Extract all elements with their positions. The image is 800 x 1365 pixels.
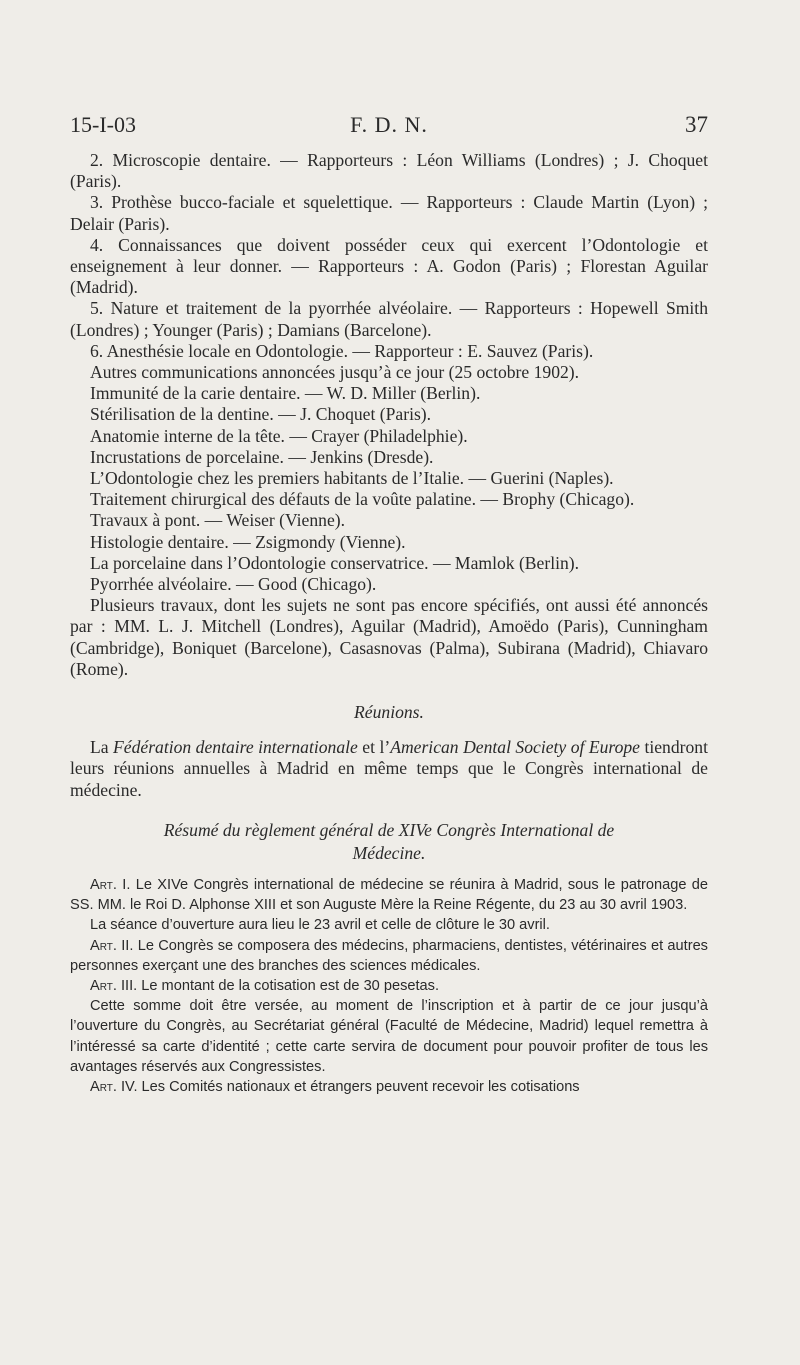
article-body [70, 150, 708, 1097]
report-item: 4. Connaissances que doivent posséder ceux qui exercent l’Odontologie et enseignement à leur donner. — Rapporteurs : A. Godon (Paris) ; Florestan Aguilar (Madrid). [70, 234, 708, 298]
article-text: Cette somme doit être versée, au moment de l’inscription et à partir de ce jour jusqu’à l’ouverture du Congrès, au Secrétariat général (Faculté de Médecine, Madrid) lequel remettra à l’intéressé sa carte d’identité ; cette carte servira de document pour pouvoir profiter de tous les avantages réservés aux Congressistes. [70, 998, 708, 1075]
report-item: 5. Nature et traitement de la pyorrhée alvéolaire. — Rapporteurs : Hopewell Smith (Londres) ; Younger (Paris) ; Damians (Barcelone). [70, 298, 708, 340]
reunions-text-suffix: tiendront leurs réunions annuelles à Madrid en même temps que le Congrès international de médecine. [70, 737, 708, 800]
report-item: 2. Microscopie dentaire. — Rapporteurs : Léon Williams (Londres) ; J. Choquet (Paris). [70, 150, 708, 192]
article-label: Art. IV. [90, 1078, 138, 1095]
ads-name: American Dental Society of Europe [390, 737, 640, 758]
article-label: Art. III. [90, 977, 138, 994]
reunions-text-mid: et l’ [357, 737, 391, 758]
article-paragraph [70, 915, 708, 935]
article-paragraph [70, 936, 708, 976]
reglement-heading-line2: Médecine. [352, 842, 426, 863]
reglement-heading [70, 819, 708, 865]
communication-item: Travaux à pont. — Weiser (Vienne). [90, 510, 346, 531]
communications-intro: Autres communications annoncées jusqu’à ce jour (25 octobre 1902). [90, 362, 580, 383]
article-text: Le Congrès se composera des médecins, pharmaciens, dentistes, vétérinaires et autres personnes exerçant une des branches des sciences médicales. [70, 937, 708, 974]
report-item: 3. Prothèse bucco-faciale et squelettique. — Rapporteurs : Claude Martin (Lyon) ; Delair (Paris). [70, 192, 708, 234]
article-paragraph [70, 1077, 708, 1097]
reunions-heading: Réunions. [354, 702, 424, 723]
communication-item: Stérilisation de la dentine. — J. Choquet (Paris). [90, 404, 432, 425]
article-text: Le XIVe Congrès international de médecine se réunira à Madrid, sous le patronage de SS. MM. le Roi D. Alphonse XIII et son Auguste Mère la Reine Régente, du 23 au 30 avril 1903. [70, 876, 709, 914]
issue-date: 15-I-03 [70, 112, 136, 137]
page-number: 37 [685, 112, 708, 137]
communication-item: Incrustations de porcelaine. — Jenkins (Dresde). [90, 446, 434, 467]
communication-item: Immunité de la carie dentaire. — W. D. Miller (Berlin). [90, 383, 481, 404]
page-header [70, 112, 708, 146]
article-paragraph [70, 996, 708, 1077]
article-text: Le montant de la cotisation est de 30 pesetas. [137, 977, 440, 994]
article-text: Les Comités nationaux et étrangers peuvent recevoir les cotisations [137, 1078, 580, 1095]
article-paragraph [70, 875, 708, 915]
communication-item: Traitement chirurgical des défauts de la voûte palatine. — Brophy (Chicago). [90, 489, 635, 510]
reglement-articles [70, 875, 708, 1097]
communication-item: Plusieurs travaux, dont les sujets ne sont pas encore spécifiés, ont aussi été annoncés par : MM. L. J. Mitchell (Londres), Aguilar (Madrid), Amoëdo (Paris), Cunningham (Cambridge), Boniquet (Barcelone), Casasnovas (Palma), Subirana (Madrid), Chiavaro (Rome). [70, 595, 708, 679]
reunions-paragraph [70, 737, 708, 801]
communication-item: L’Odontologie chez les premiers habitants de l’Italie. — Guerini (Naples). [90, 468, 614, 489]
article-label: Art. II. [90, 937, 134, 954]
journal-abbrev: F. D. N. [350, 112, 428, 137]
article-paragraph [70, 976, 708, 996]
communication-item: Histologie dentaire. — Zsigmondy (Vienne). [90, 531, 406, 552]
article-label: Art. I. [90, 876, 131, 893]
reglement-heading-line1: Résumé du règlement général de XIVe Congrès International de [163, 819, 615, 840]
communication-item: Anatomie interne de la tête. — Crayer (Philadelphie). [90, 425, 468, 446]
communication-item: La porcelaine dans l’Odontologie conservatrice. — Mamlok (Berlin). [90, 552, 580, 573]
report-item: 6. Anesthésie locale en Odontologie. — Rapporteur : E. Sauvez (Paris). [90, 340, 594, 361]
article-text: La séance d’ouverture aura lieu le 23 avril et celle de clôture le 30 avril. [90, 917, 550, 934]
communication-item: Pyorrhée alvéolaire. — Good (Chicago). [90, 574, 377, 595]
reunions-text-prefix: La [90, 737, 114, 758]
fdi-name: Fédération dentaire internationale [113, 737, 358, 758]
